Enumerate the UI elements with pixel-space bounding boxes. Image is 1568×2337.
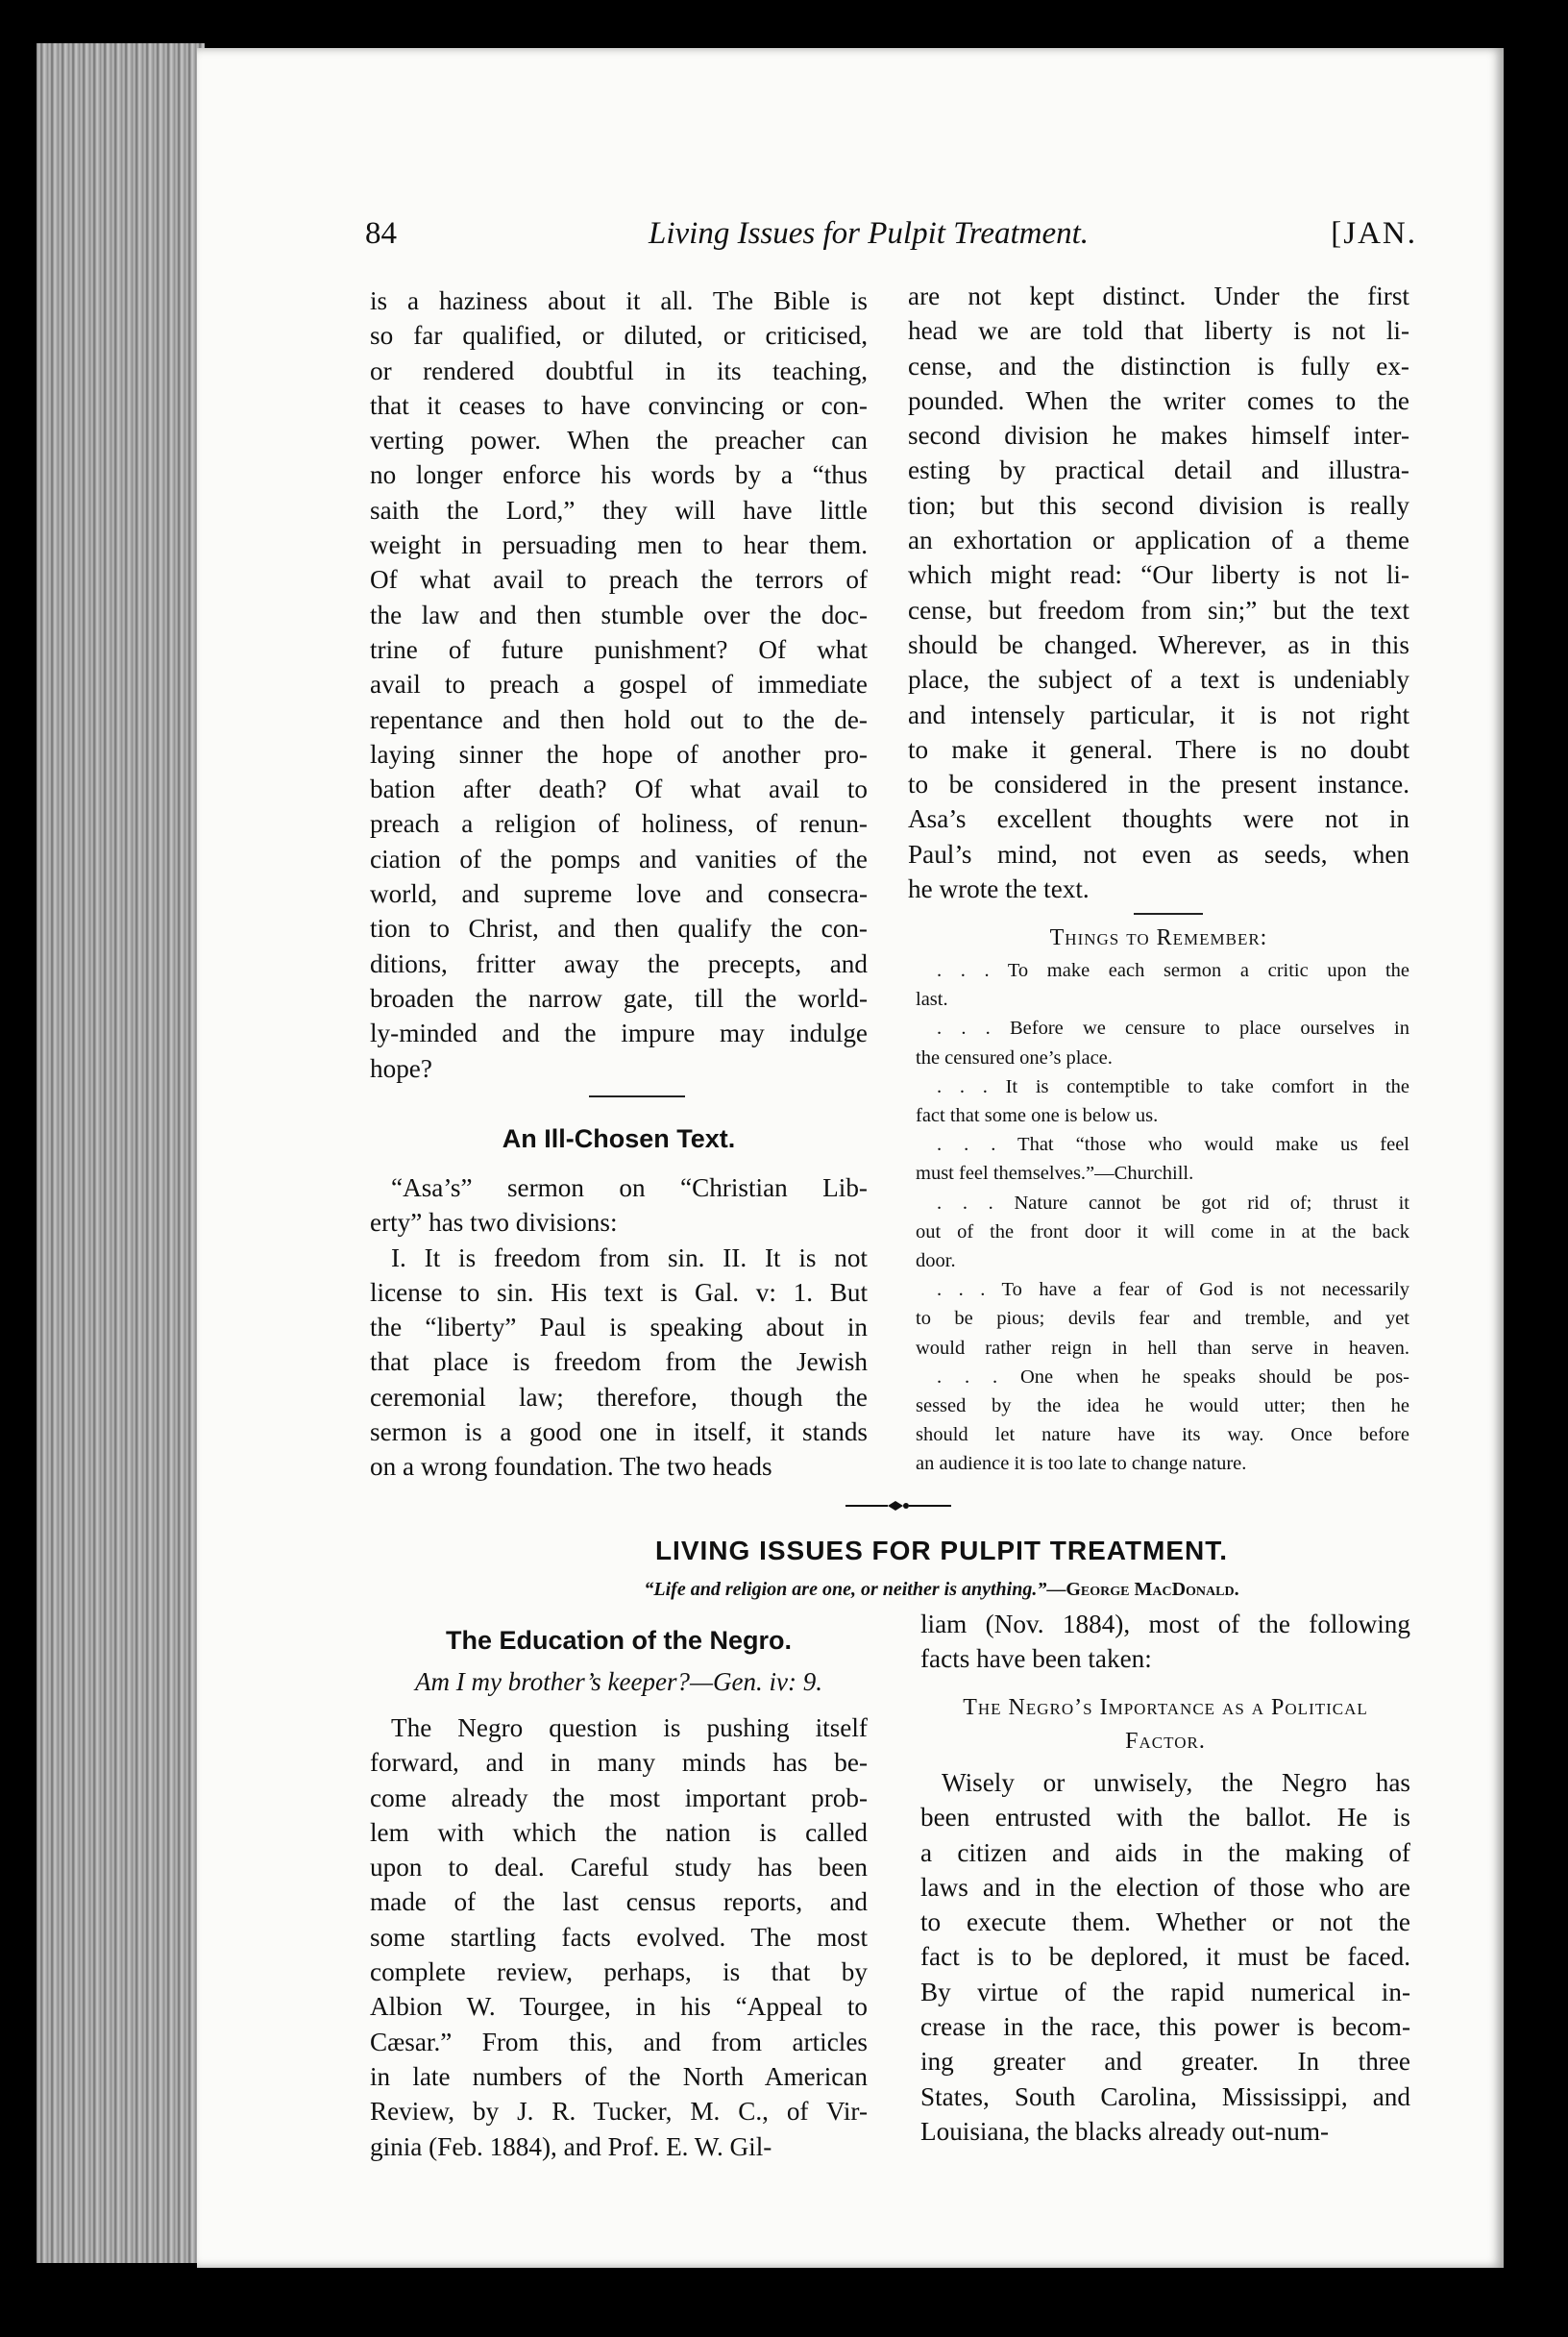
negro-right-line: States, South Carolina, Mississippi, and bbox=[920, 2081, 1410, 2111]
left-column-line: or rendered doubtful in its teaching, bbox=[370, 356, 868, 385]
left-column-line: is a haziness about it all. The Bible is bbox=[370, 286, 868, 315]
left-column-text bbox=[370, 283, 868, 1086]
right-column-line: he wrote the text. bbox=[908, 874, 1090, 904]
negro-left-text bbox=[370, 1710, 868, 2164]
section-divider bbox=[589, 1095, 685, 1097]
motto-author: —George MacDonald. bbox=[1046, 1579, 1239, 1600]
remember-line: . . . Before we censure to place ourselves in bbox=[937, 1018, 1409, 1040]
negro-right-line: to execute them. Whether or not the bbox=[920, 1907, 1410, 1937]
running-title: Living Issues for Pulpit Treatment. bbox=[649, 216, 1090, 251]
right-column-line: second division he makes himself inter- bbox=[908, 421, 1409, 451]
left-column-line: verting power. When the preacher can bbox=[370, 426, 868, 455]
negro-subheading-line-2: Factor. bbox=[1125, 1729, 1206, 1754]
negro-heading: The Education of the Negro. bbox=[445, 1626, 792, 1655]
ill-chosen-line: ceremonial law; therefore, though the bbox=[370, 1382, 868, 1412]
ill-chosen-line: that place is freedom from the Jewish bbox=[370, 1347, 868, 1377]
left-column-line: that it ceases to have convincing or con- bbox=[370, 390, 868, 420]
right-column-line: Paul’s mind, not even as seeds, when bbox=[908, 839, 1409, 869]
left-column-line: preach a religion of holiness, of renun- bbox=[370, 809, 868, 839]
remember-line: out of the front door it will come in at the back bbox=[916, 1220, 1409, 1242]
right-column-line: head we are told that liberty is not li- bbox=[908, 316, 1409, 346]
right-column-line: which might read: “Our liberty is not li- bbox=[908, 560, 1409, 590]
section-title: LIVING ISSUES FOR PULPIT TREATMENT. bbox=[654, 1536, 1229, 1565]
negro-right-line: Wisely or unwisely, the Negro has bbox=[942, 1768, 1410, 1797]
remember-line: to be pious; devils fear and tremble, and yet bbox=[916, 1308, 1409, 1330]
remember-line: . . . To have a fear of God is not necessarily bbox=[937, 1279, 1409, 1301]
running-month: [JAN. bbox=[1331, 216, 1417, 251]
section-motto bbox=[538, 1579, 1345, 1601]
ill-chosen-text bbox=[370, 1170, 868, 1485]
left-column-line: bation after death? Of what avail to bbox=[370, 775, 868, 804]
left-column-line: saith the Lord,” they will have little bbox=[370, 495, 868, 525]
right-column-line: place, the subject of a text is undeniably bbox=[908, 665, 1409, 695]
ill-chosen-line: the “liberty” Paul is speaking about in bbox=[370, 1313, 868, 1342]
negro-left-line: Cæsar.” From this, and from articles bbox=[370, 2027, 868, 2056]
negro-right-line: a citizen and aids in the making of bbox=[920, 1837, 1410, 1867]
right-column-line: and intensely particular, it is not right bbox=[908, 700, 1409, 729]
fleuron-ornament bbox=[845, 1499, 951, 1513]
negro-right-line: laws and in the election of those who are bbox=[920, 1872, 1410, 1902]
ill-chosen-line: I. It is freedom from sin. II. It is not bbox=[391, 1242, 868, 1272]
negro-right-intro-line: liam (Nov. 1884), most of the following bbox=[920, 1610, 1410, 1638]
negro-right-line: crease in the race, this power is becom- bbox=[920, 2012, 1410, 2042]
negro-left-line: Review, by J. R. Tucker, M. C., of Vir- bbox=[370, 2097, 868, 2127]
remember-line: . . . It is contemptible to take comfort in the bbox=[937, 1075, 1409, 1097]
right-column-line: should be changed. Wherever, as in this bbox=[908, 629, 1409, 659]
remember-list bbox=[916, 956, 1409, 1479]
negro-left-line: come already the most important prob- bbox=[370, 1783, 868, 1812]
negro-left-line: in late numbers of the North American bbox=[370, 2061, 868, 2091]
left-column-line: ditions, fritter away the precepts, and bbox=[370, 948, 868, 978]
left-column-line: repentance and then hold out to the de- bbox=[370, 704, 868, 734]
remember-line: . . . Nature cannot be got rid of; thrust it bbox=[937, 1192, 1409, 1214]
left-column-line: hope? bbox=[370, 1053, 432, 1083]
left-column-line: broaden the narrow gate, till the world- bbox=[370, 983, 868, 1013]
motto-text: “Life and religion are one, or neither is anything.” bbox=[644, 1579, 1047, 1600]
right-column-line: Asa’s excellent thoughts were not in bbox=[908, 804, 1409, 834]
negro-right-line: ing greater and greater. In three bbox=[920, 2047, 1410, 2077]
left-column-line: the law and then stumble over the doc- bbox=[370, 600, 868, 629]
negro-left-line: ginia (Feb. 1884), and Prof. E. W. Gil- bbox=[370, 2131, 772, 2161]
page-number: 84 bbox=[365, 216, 397, 251]
right-column-line: pounded. When the writer comes to the bbox=[908, 385, 1409, 415]
ill-chosen-line: sermon is a good one in itself, it stands bbox=[370, 1417, 868, 1447]
right-column-line: esting by practical detail and illustra- bbox=[908, 455, 1409, 485]
ill-chosen-line: license to sin. His text is Gal. v: 1. But bbox=[370, 1277, 868, 1307]
remember-line: an audience it is too late to change nature. bbox=[916, 1453, 1247, 1475]
remember-line: door. bbox=[916, 1250, 956, 1272]
negro-left-line: The Negro question is pushing itself bbox=[391, 1713, 868, 1742]
remember-line: would rather reign in hell than serve in heaven. bbox=[916, 1337, 1409, 1359]
negro-left-line: Albion W. Tourgee, in his “Appeal to bbox=[370, 1992, 868, 2022]
left-column-line: avail to preach a gospel of immediate bbox=[370, 670, 868, 700]
left-column-line: ly-minded and the impure may indulge bbox=[370, 1019, 868, 1048]
right-column-text bbox=[908, 279, 1409, 906]
left-column-line: no longer enforce his words by a “thus bbox=[370, 460, 868, 490]
negro-left-line: some startling facts evolved. The most bbox=[370, 1922, 868, 1952]
remember-line: . . . To make each sermon a critic upon the bbox=[937, 960, 1409, 981]
negro-left-line: lem with which the nation is called bbox=[370, 1817, 868, 1847]
remember-line: . . . That “those who would make us feel bbox=[937, 1134, 1409, 1156]
negro-right-line: fact is to be deplored, it must be faced. bbox=[920, 1942, 1410, 1972]
remember-line: must feel themselves.”—Churchill. bbox=[916, 1163, 1194, 1185]
ill-chosen-line: “Asa’s” sermon on “Christian Lib- bbox=[391, 1173, 868, 1202]
book-page-edges bbox=[37, 43, 205, 2263]
remember-line: the censured one’s place. bbox=[916, 1046, 1113, 1069]
right-column-line: to be considered in the present instance. bbox=[908, 770, 1409, 800]
left-column-line: Of what avail to preach the terrors of bbox=[370, 565, 868, 595]
right-column-line: an exhortation or application of a theme bbox=[908, 526, 1409, 555]
left-column-line: weight in persuading men to hear them. bbox=[370, 530, 868, 560]
negro-right-line: By virtue of the rapid numerical in- bbox=[920, 1977, 1410, 2006]
section-divider bbox=[1134, 913, 1203, 915]
negro-right-intro bbox=[920, 1607, 1410, 1677]
remember-line: should let nature have its way. Once before bbox=[916, 1424, 1409, 1446]
ill-chosen-heading: An Ill-Chosen Text. bbox=[502, 1124, 736, 1153]
right-column-line: tion; but this second division is really bbox=[908, 490, 1409, 520]
ill-chosen-line: on a wrong foundation. The two heads bbox=[370, 1452, 772, 1482]
remember-line: fact that some one is below us. bbox=[916, 1105, 1159, 1127]
remember-line: sessed by the idea he would utter; then he bbox=[916, 1395, 1409, 1417]
remember-line: . . . One when he speaks should be pos- bbox=[937, 1365, 1409, 1388]
left-column-line: world, and supreme love and consecra- bbox=[370, 879, 868, 909]
running-header bbox=[365, 216, 1417, 255]
left-column-line: trine of future punishment? Of what bbox=[370, 634, 868, 664]
right-column-line: cense, and the distinction is fully ex- bbox=[908, 351, 1409, 381]
right-column-line: to make it general. There is no doubt bbox=[908, 734, 1409, 764]
negro-text-reference: Am I my brother’s keeper?—Gen. iv: 9. bbox=[415, 1667, 822, 1696]
negro-left-line: forward, and in many minds has be- bbox=[370, 1748, 868, 1778]
negro-right-line: been entrusted with the ballot. He is bbox=[920, 1803, 1410, 1833]
left-column-line: laying sinner the hope of another pro- bbox=[370, 739, 868, 769]
negro-subheading-line-1: The Negro’s Importance as a Political bbox=[963, 1695, 1368, 1720]
negro-subheading bbox=[920, 1691, 1410, 1759]
negro-left-line: complete review, perhaps, is that by bbox=[370, 1957, 868, 1987]
left-column-line: so far qualified, or diluted, or criticised, bbox=[370, 321, 868, 351]
ill-chosen-line: erty” has two divisions: bbox=[370, 1208, 618, 1238]
left-column-line: ciation of the pomps and vanities of the bbox=[370, 844, 868, 873]
negro-right-intro-line: facts have been taken: bbox=[920, 1644, 1152, 1674]
negro-right-line: Louisiana, the blacks already out-num- bbox=[920, 2116, 1330, 2146]
negro-left-line: made of the last census reports, and bbox=[370, 1887, 868, 1917]
negro-right-text bbox=[920, 1765, 1410, 2149]
right-column-line: are not kept distinct. Under the first bbox=[908, 282, 1409, 310]
right-column-line: cense, but freedom from sin;” but the text bbox=[908, 595, 1409, 625]
left-column-line: tion to Christ, and then qualify the con- bbox=[370, 914, 868, 944]
remember-heading: Things to Remember: bbox=[1049, 925, 1268, 950]
negro-left-line: upon to deal. Careful study has been bbox=[370, 1853, 868, 1882]
remember-line: last. bbox=[916, 989, 948, 1011]
